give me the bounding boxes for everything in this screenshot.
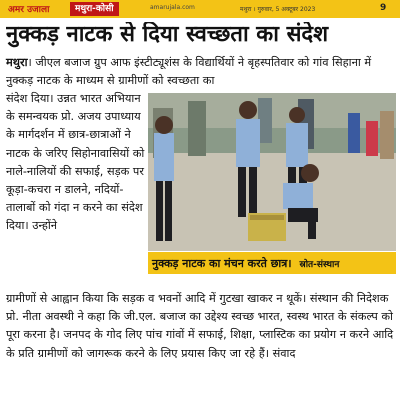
photo-caption-bar: [148, 252, 396, 274]
issue-date: मथुरा । गुरुवार, 5 अक्टूबर 2023: [240, 6, 316, 13]
article-dateline: मथुरा: [6, 56, 28, 69]
masthead-bar: [0, 0, 400, 18]
article-headline: नुक्कड़ नाटक से दिया स्वच्छता का संदेश: [6, 22, 329, 47]
photo-source: स्रोत-संस्थान: [299, 259, 340, 270]
news-photo: [148, 93, 396, 251]
article-column-text: संदेश दिया। उन्नत भारत अभियान के समन्वयक प्रो. अजय उपाध्याय के मार्गदर्शन में छात्र-छात्राओं ने नाटक के जरिए सिहोनावासियों को नाले-नालियों की सफाई, सड़क पर कूड़ा-कचरा न डालने, नदियों-तालाबों को गंदा न करने का संदेश दिया। उन्होंने: [6, 92, 145, 233]
website-label: amarujala.com: [150, 4, 195, 11]
article-closing-text: ग्रामीणों से आह्वान किया कि सड़क व भवनों आदि में गुटखा खाकर न थूकें। संस्थान की निदेशक प्रो. नीता अवस्थी ने कहा कि जी.एल. बजाज का उद्देश्य स्वच्छ भारत, स्वस्थ भारत के संकल्प को पूरा करना है। जनपद के गोद लिए पांच गांवों में सफाई, शिक्षा, प्लास्टिक का प्रयोग न करने आदि के प्रति ग्रामीणों को जागरूक करने के लिए प्रयास किए जा रहे हैं। संवाद: [6, 292, 394, 360]
photo-caption: नुक्कड़ नाटक का मंचन करते छात्र।: [152, 256, 292, 270]
lead-text: । जीएल बजाज ग्रुप आफ इंस्टीट्यूशंस के विद्यार्थियों ने बृहस्पतिवार को गांव सिहाना में नुक्कड़ नाटक के माध्यम से ग्रामीणों को स्वच्छता का: [6, 56, 372, 88]
section-label: मथुरा-कोसी: [70, 2, 119, 16]
newspaper-brand: अमर उजाला: [8, 5, 50, 15]
students-street-play-photo: [148, 93, 396, 251]
article-lead: [6, 54, 396, 90]
page-number: 9: [380, 3, 387, 13]
